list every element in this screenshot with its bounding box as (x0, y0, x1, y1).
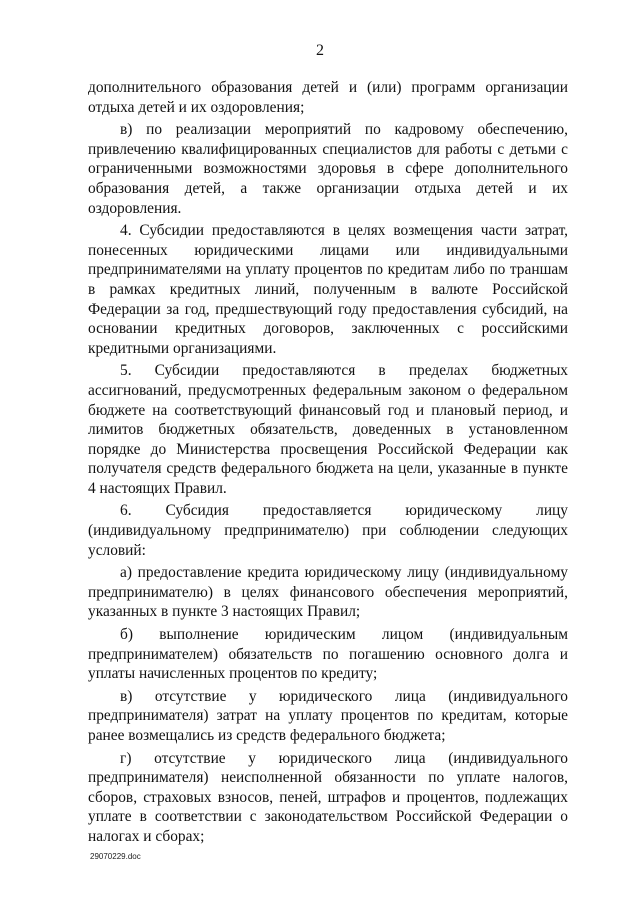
paragraph-item-v-staffing: в) по реализации мероприятий по кадровому обеспечению, привлечению квалифицированных специалистов для работы с детьми с ограниченными возможностями здоровья в сфере дополнительного образования детей, а также организации отдыха детей и их оздоровления. (88, 121, 568, 217)
page-number: 2 (316, 42, 324, 59)
document-body (88, 78, 568, 850)
condition-g-no-tax-debt: г) отсутствие у юридического лица (индивидуального предпринимателя) неисполненной обязанности по уплате налогов, сборов, страховых взносов, пеней, штрафов и процентов, подлежащих уплате в соответствии с законодательством Российской Федерации о налогах и сборах; (88, 749, 568, 845)
file-code-footer: 29070229.doc (90, 852, 141, 861)
condition-v-no-prior-reimbursement: в) отсутствие у юридического лица (индивидуального предпринимателя) затрат на уплату процентов по кредитам, которые ранее возмещались из средств федерального бюджета; (88, 687, 568, 744)
paragraph-4-subsidy-purpose: 4. Субсидии предоставляются в целях возмещения части затрат, понесенных юридическими лицами или индивидуальными предпринимателями на уплату процентов по кредитам либо по траншам в рамках кредитных линий, полученным в валюте Российской Федерации за год, предшествующий году предоставления субсидий, на основании кредитных договоров, заключенных с российскими кредитными организациями. (88, 222, 568, 357)
paragraph-continuation: дополнительного образования детей и (или) программ организации отдыха детей и их оздоровления; (88, 79, 568, 116)
condition-a-credit: а) предоставление кредита юридическому лицу (индивидуальному предпринимателю) в целях финансового обеспечения мероприятий, указанных в пункте 3 настоящих Правил; (88, 564, 568, 621)
paragraph-6-conditions: 6. Субсидия предоставляется юридическому лицу (индивидуальному предпринимателю) при соблюдении следующих условий: (88, 502, 568, 559)
paragraph-5-budget-limits: 5. Субсидии предоставляются в пределах бюджетных ассигнований, предусмотренных федеральным законом о федеральном бюджете на соответствующий финансовый год и плановый период, и лимитов бюджетных обязательств, доведенных в установленном порядке до Министерства просвещения Российской Федерации как получателя средств федерального бюджета на цели, указанные в пункте 4 настоящих Правил. (88, 362, 568, 497)
condition-b-obligations: б) выполнение юридическим лицом (индивидуальным предпринимателем) обязательств по погашению основного долга и уплаты начисленных процентов по кредиту; (88, 626, 568, 683)
